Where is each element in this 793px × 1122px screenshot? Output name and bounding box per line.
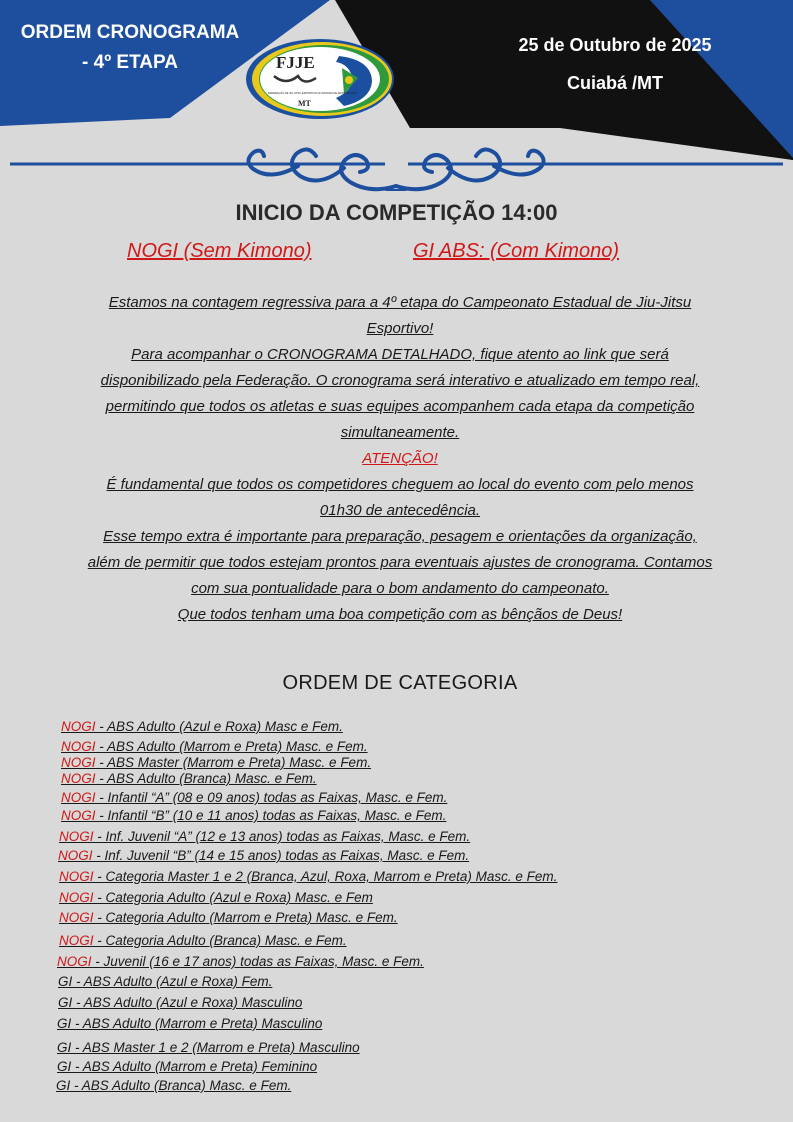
category-item: GI - ABS Adulto (Azul e Roxa) Masculino [58, 995, 303, 1010]
category-item: NOGI - Infantil “B” (10 e 11 anos) todas as Faixas, Masc. e Fem. [61, 808, 447, 823]
event-date: 25 de Outubro de 2025 [518, 35, 712, 55]
category-item: NOGI - Categoria Adulto (Azul e Roxa) Masc. e Fem [59, 890, 373, 905]
category-item: GI - ABS Adulto (Marrom e Preta) Masculino [57, 1016, 323, 1031]
intro-paragraph-schedule: Para acompanhar o CRONOGRAMA DETALHADO, fique atento ao link que será disponibilizado pela Federação. O cronograma será interativo e atualizado em tempo real, permitindo que todos os atletas e suas equipes acompanhem cada etapa da competição simultaneamente. [100, 346, 700, 441]
header-event-info [470, 26, 760, 102]
mode-gi: GI ABS: (Com Kimono) [413, 240, 619, 262]
federation-logo [244, 38, 396, 120]
ornament-divider [0, 138, 793, 200]
category-item: NOGI - Inf. Juvenil “B” (14 e 15 anos) todas as Faixas, Masc. e Fem. [58, 848, 470, 863]
intro-paragraph-arrival: É fundamental que todos os competidores cheguem ao local do evento com pelo menos 01h30 de antecedência. [106, 476, 694, 519]
category-item: GI - ABS Adulto (Marrom e Preta) Feminino [57, 1059, 318, 1074]
intro-text [85, 290, 715, 628]
competition-start-title: INICIO DA COMPETIÇÃO 14:00 [235, 200, 558, 225]
header-title-line2: - 4º ETAPA [82, 52, 178, 73]
category-item: NOGI - ABS Adulto (Azul e Roxa) Masc e Fem. [61, 719, 343, 734]
category-item: NOGI - Categoria Master 1 e 2 (Branca, Azul, Roxa, Marrom e Preta) Masc. e Fem. [59, 869, 558, 884]
category-item: GI - ABS Master 1 e 2 (Marrom e Preta) Masculino [57, 1040, 360, 1055]
category-item: NOGI - ABS Master (Marrom e Preta) Masc. e Fem. [61, 755, 372, 770]
mode-nogi: NOGI (Sem Kimono) [127, 240, 312, 262]
category-item: NOGI - Inf. Juvenil “A” (12 e 13 anos) todas as Faixas, Masc. e Fem. [59, 829, 471, 844]
intro-warning: ATENÇÃO! [362, 450, 438, 467]
logo-subtitle: FEDERAÇÃO DE JIU-JITSU ESPORTIVO DO ESTADO DE MATO GROSSO [268, 92, 358, 95]
intro-paragraph-blessing: Que todos tenham uma boa competição com as bênçãos de Deus! [177, 606, 623, 623]
logo-state: MT [298, 99, 311, 108]
category-item: GI - ABS Adulto (Azul e Roxa) Fem. [58, 974, 273, 989]
category-item: NOGI - Categoria Adulto (Marrom e Preta) Masc. e Fem. [59, 910, 398, 925]
logo-acronym: FJJE [276, 53, 315, 72]
intro-paragraph-extra-time: Esse tempo extra é importante para preparação, pesagem e orientações da organização, além de permitir que todos estejam prontos para eventuais ajustes de cronograma. Contamos com sua pontualidade para o bom andamento do campeonato. [87, 528, 713, 597]
header-title [0, 18, 260, 78]
category-item: GI - ABS Adulto (Branca) Masc. e Fem. [56, 1078, 292, 1093]
category-item: NOGI - Infantil “A” (08 e 09 anos) todas as Faixas, Masc. e Fem. [61, 790, 448, 805]
ornament-scroll-icon [248, 149, 543, 190]
header-title-line1: ORDEM CRONOGRAMA [20, 22, 240, 43]
event-location: Cuiabá /MT [566, 73, 663, 93]
category-item: NOGI - Categoria Adulto (Branca) Masc. e Fem. [59, 933, 347, 948]
intro-paragraph-countdown: Estamos na contagem regressiva para a 4º etapa do Campeonato Estadual de Jiu-Jitsu Esportivo! [108, 294, 692, 337]
category-item: NOGI - ABS Adulto (Marrom e Preta) Masc. e Fem. [61, 739, 368, 754]
category-item: NOGI - ABS Adulto (Branca) Masc. e Fem. [61, 771, 317, 786]
categories-title: ORDEM DE CATEGORIA [282, 672, 518, 694]
category-item: NOGI - Juvenil (16 e 17 anos) todas as Faixas, Masc. e Fem. [57, 954, 424, 969]
